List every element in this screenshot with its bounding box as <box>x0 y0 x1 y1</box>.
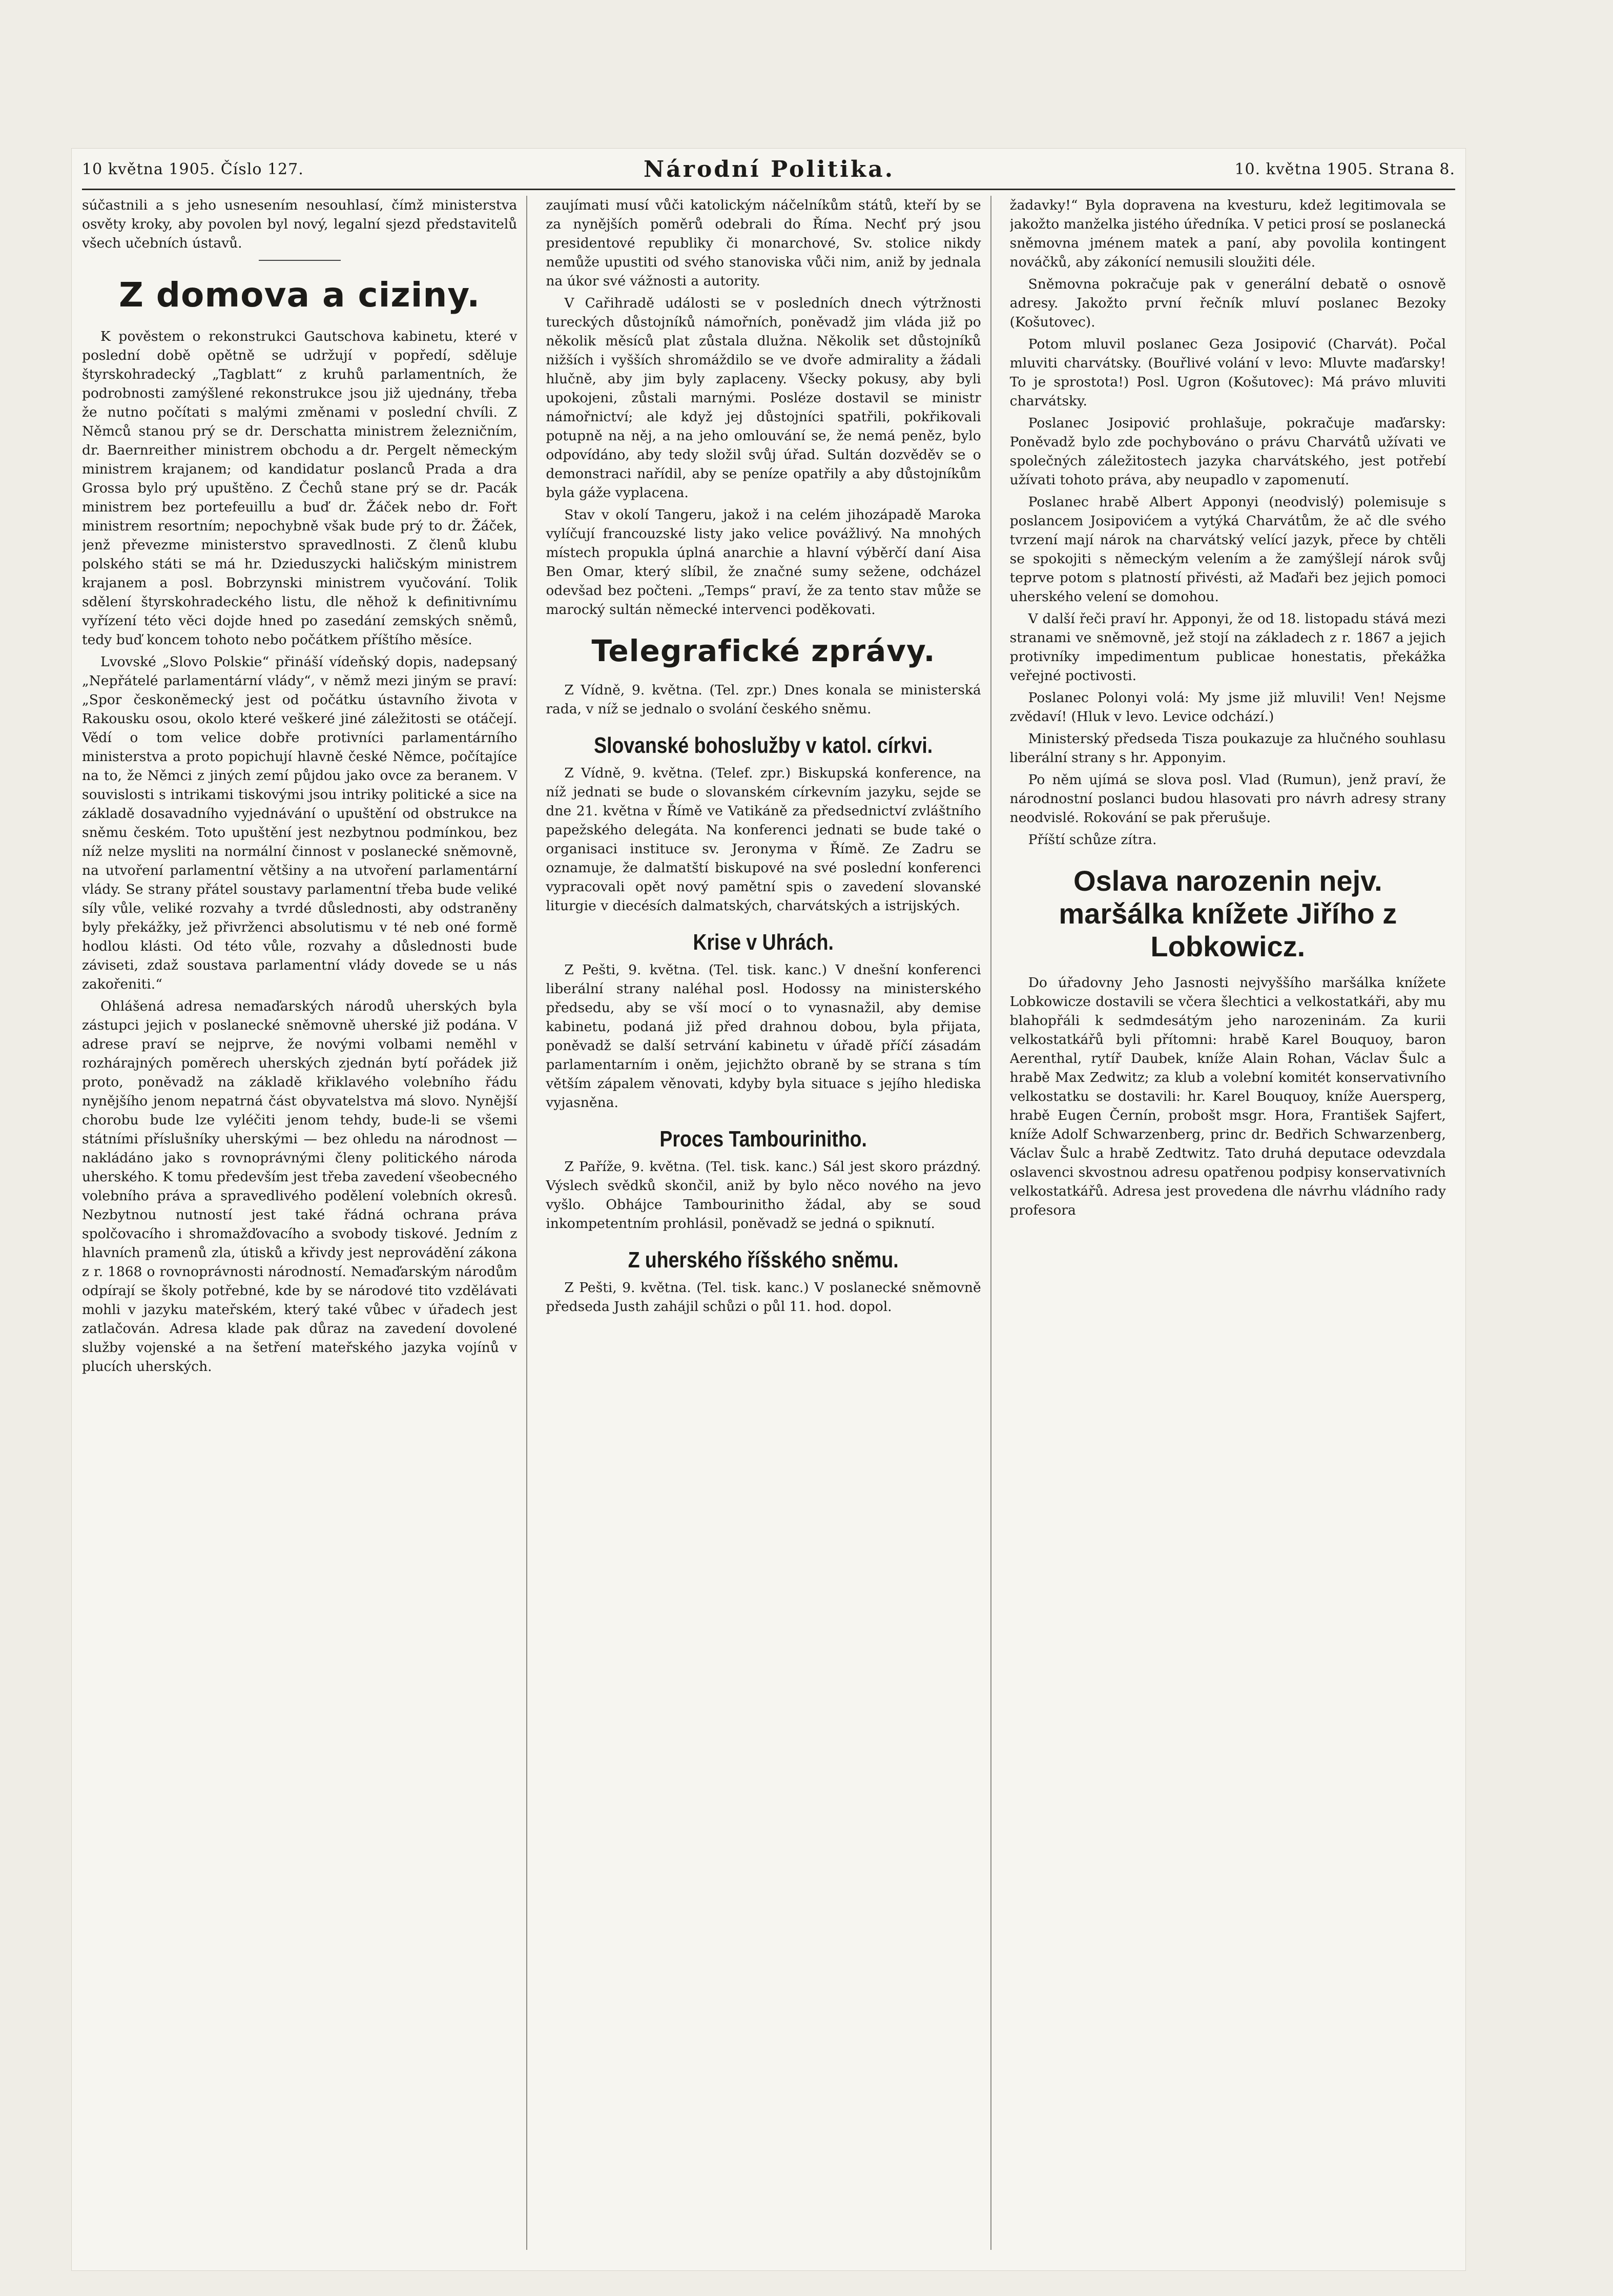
divider <box>259 260 341 261</box>
article-text: Potom mluvil poslanec Geza Josipović (Charvát). Počal mluviti charvátsky. (Bouřlivé volání v levo: Mluvte maďarsky! To je sprostota!) Posl. Ugron (Košutovec): Má právo mluviti charvátsky. <box>1009 336 1446 409</box>
article-text: Z Pešti, 9. května. (Tel. tisk. kanc.) V poslanecké sněmovně předseda Justh zahájil schůzi o půl 11. hod. dopol. <box>546 1280 981 1315</box>
article-text: Poslanec hrabě Albert Apponyi (neodvislý) polemisuje s poslancem Josipovićem a vytýká Charvátům, že ač dle svého tvrzení mají nárok na charvátský velící jazyk, přece by chtěli se spokojiti s německým velením a že zamýšlejí nárok svůj teprve potom s platností přivésti, až Maďaři bez jejich pomoci uherského velení se domohou. <box>1009 494 1446 605</box>
article-heading: Krise v Uhrách. <box>693 930 834 955</box>
article-text: Poslanec Polonyi volá: My jsme již mluvili! Ven! Nejsme zvědaví! (Hluk v levo. Levice odchází.) <box>1009 690 1446 725</box>
article-heading: Slovanské bohoslužby v katol. církvi. <box>594 733 933 758</box>
article-text: V další řeči praví hr. Apponyi, že od 18. listopadu stává mezi stranami ve sněmovně, jež stojí na základech z r. 1867 a jejich protivníky impedimentum publicae honestatis, překážka veřejné poctivosti. <box>1009 611 1446 684</box>
section-heading: Telegrafické zprávy. <box>591 633 936 668</box>
column-1 <box>82 196 527 2250</box>
article-text: Do úřadovny Jeho Jasnosti nejvyššího maršálka knížete Lobkowicze dostavili se včera šlechtici a velkostatkáři, aby mu blahopřáli k sedmdesátým jeho narozeninám. Za kurii velkostatkářů byli přítomni: hrabě Karel Bouquoy, baron Aerenthal, rytíř Daubek, kníže Alain Rohan, Václav Šulc a hrabě Max Zedwitz; za klub a volební komitét konservativního velkostatku se dostavili: hr. Karel Bouquoy, kníže Auersperg, hrabě Eugen Černín, probošt msgr. Hora, František Sajfert, kníže Adolf Schwarzenberg, princ dr. Bedřich Schwarzenberg, Václav Šulc a hrabě Zedtwitz. Tato druhá deputace odevzdala oslavenci skvostnou adresu opatřenou podpisy konservativních velkostatkářů. Adresa jest provedena dle návrhu vládního rady profesora <box>1009 975 1446 1218</box>
article-text: žadavky!“ Byla dopravena na kvesturu, kdež legitimovala se jakožto manželka jistého úředníka. V petici prosí se poslanecká sněmovna jménem matek a paní, aby povolila kontingent nováčků, aby zákonící nemusili sloužiti déle. <box>1009 197 1446 270</box>
article-text: Příští schůze zítra. <box>1028 832 1157 848</box>
page-header <box>82 154 1455 184</box>
article-text: Ohlášená adresa nemaďarských národů uherských byla zástupci jejich v poslanecké sněmovně uherské již podána. V adrese praví se nejprve, že novými volbami neměhl v rozhárajných poměrech uherských zjednán bytí pořádek již proto, poněvadž na základě křiklavého volebního řádu nynějšího jenom nepatrná část obyvatelstva má slovo. Nynější chorobu bude lze vyléčiti jenom tehdy, bude-li se všemi státními příslušníky uherskými — bez ohledu na národnost — nakládáno jako s rovnoprávnými členy politického národa uherského. K tomu především jest třeba zavedení všeobecného volebního práva a spravedlivého podělení volebních okresů. Nezbytnou nutností jest také řádná ochrana práva spolčovacího i shromažďovacího a svobody tiskové. Jedním z hlavních pramenů zla, útisků a křivdy jest neprovádění zákona z r. 1868 o rovnoprávnosti národností. Nemaďarským národům odpírají se školy potřebné, kde by se národové tito vzdělávati mohli v jazyku mateřském, který také vůbec v úřadech jest zatlačován. Adresa klade pak důraz na zavedení dovolené služby vojenské a na šetření mateřského jazyka vojínů v plucích uherských. <box>82 998 518 1375</box>
article-heading: Proces Tambourinitho. <box>659 1126 867 1152</box>
column-2 <box>546 196 991 2250</box>
article-text: Z Pešti, 9. května. (Tel. tisk. kanc.) V dnešní konferenci liberální strany naléhal posl. Hodossy na ministerského předsedu, aby se vší mocí o to vynasnažil, aby demise kabinetu, podaná již před drahnou dobou, byla přijata, poněvadž se další setrvání kabinetu v úřadě příčí zásadám parlamentarním i oněm, jejichžto obraně by se strana s tím větším zápalem věnovati, kdyby byla situace s jejího hlediska vyjasněna. <box>546 962 981 1111</box>
section-heading: Z domova a ciziny. <box>118 275 481 315</box>
newspaper-page <box>72 149 1465 2270</box>
article-text: Ministerský předseda Tisza poukazuje za hlučného souhlasu liberální strany s hr. Apponyim. <box>1009 731 1446 766</box>
header-date-left: 10 května 1905. Číslo 127. <box>82 160 304 178</box>
header-rule <box>82 189 1455 190</box>
column-3 <box>1010 196 1455 2250</box>
article-text: Stav v okolí Tangeru, jakož i na celém jihozápadě Maroka vylíčují francouzské listy jako velice povážlivý. Na mnohých místech propukla úplná anarchie a hlavní výběrčí daní Aisa Ben Omar, který slíbil, že značné sumy sežene, odcházel odevšad bez počteni. „Temps“ praví, že za tento stav může se marocký sultán německé intervenci poděkovati. <box>546 507 981 618</box>
article-text: K pověstem o rekonstrukci Gautschova kabinetu, které v poslední době opětně se udržují v popředí, sděluje štyrskohradecký „Tagblatt“ z kruhů parlamentních, že podrobnosti zamýšlené rekonstrukce jsou již ujednány, třeba že nutno počítati s malými změnami v poslední chvíli. Z Němců stanou prý se dr. Derschatta ministrem železničním, dr. Baernreither ministrem obchodu a dr. Pergelt německým ministrem krajanem; od kandidatur poslanců Prada a dra Grossa bylo prý upuštěno. Z Čechů stane prý se dr. Pacák ministrem bez portefeuillu a buď dr. Žáček nebo dr. Fořt ministrem resortním; nepochybně však bude prý to dr. Žáček, jenž převezme ministerstvo spravedlnosti. Z členů klubu polského státi se má hr. Dzieduszycki haličským ministrem krajanem a posl. Bobrzynski ministrem vyučování. Tolik sdělení štyrskohradeckého listu, dle něhož k definitivnímu vyřízení této věci dojde hned po zasedání zemských sněmů, tedy buď koncem tohoto nebo počátkem příštího měsíce. <box>82 329 518 648</box>
article-heading: Oslava narozenin nejv. maršálka knížete Jiřího z Lobkowicz. <box>1059 865 1397 962</box>
article-text: Lvovské „Slovo Polskie“ přináší vídeňský dopis, nadepsaný „Nepřátelé parlamentární vlády“, v němž mezi jiným se praví: „Spor českoněmecký jest od počátku ústavního života v Rakousku osou, okolo které veškeré jiné záležitosti se otáčejí. Vědí o tom velice dobře protivníci parlamentárního ministerstva a proto popichují hlavně české Němce, počítajíce na to, že Němci z jiných zemí půjdou jako ovce za beranem. V souvislosti s intrikami tiskovými jsou intriky politické a sice na základě dosavadního vyjednávání o upuštění od obstrukce na sněmu českém. Toto upuštění jest nezbytnou podmínkou, bez níž nelze mysliti na normální činnost v poslanecké sněmovně, na utvoření parlamentní většiny a na utvoření parlamentární vlády. Se strany přátel soustavy parlamentní třeba bude veliké síly vůle, veliké rozvahy a tvrdé důslednosti, aby odstraněny byly překážky, jež přivrženci absolutismu v té neb oné formě hodlou klásti. Od této vůle, rozvahy a důslednosti bude záviseti, zdaž soustava parlamentní vlády dovede se u nás zakořeniti.“ <box>82 654 518 992</box>
article-text: V Cařihradě události se v posledních dnech výtržnosti tureckých důstojníků námořních, poněvadž jim vláda již po několik měsíců plat zůstala dlužna. Několik set důstojníků nižších i vyšších shromáždilo se ve dvoře admirality a žádali hlučně, aby jim byly zaplaceny. Všecky pokusy, aby byli upokojeni, zůstali marnými. Posléze dostavil se ministr námořnictví; ale když jej důstojníci spatřili, pokřikovali potupně na něj, a na jeho omlouvání se, že nemá peněz, bylo odpovídáno, aby tedy složil svůj úřad. Sultán dozvěděv se o demonstraci nařídil, aby se peníze opatřily a aby důstojníkům byla gáže vyplacena. <box>546 295 981 501</box>
masthead: Národní Politika. <box>644 156 895 182</box>
article-text: Z Paříže, 9. května. (Tel. tisk. kanc.) Sál jest skoro prázdný. Výslech svědků skončil, aniž by bylo něco nového na jevo vyšlo. Obhájce Tambourinitho žádal, aby se soud inkompetentním prohlásil, poněvadž se jedná o spiknutí. <box>546 1159 981 1232</box>
article-text: Z Vídně, 9. května. (Tel. zpr.) Dnes konala se ministerská rada, v níž se jednalo o svolání českého sněmu. <box>546 682 981 717</box>
article-text: súčastnili a s jeho usnesením nesouhlasí, čímž ministerstva osvěty kroky, aby povolen byl nový, legalní sjezd představitelů všech učebních ústavů. <box>82 197 518 251</box>
article-text: Z Vídně, 9. května. (Telef. zpr.) Biskupská konference, na níž jednati se bude o slovanském církevním jazyku, sejde se dne 21. května v Římě ve Vatikáně za předsednictví zvláštního papežského delegáta. Na konferenci jednati se bude také o organisaci instituce sv. Jeronyma v Římě. Ze Zadru se oznamuje, že dalmatští biskupové na své poslední konferenci vypracovali opět nový pamětní spis o zavedení slovanské liturgie v diecésích dalmatských, charvátských a istrijských. <box>546 765 981 914</box>
article-text: zaujímati musí vůči katolickým náčelníkům států, kteří by se za nynějších poměrů odebrali do Říma. Nechť prý jsou presidentové republiky či monarchové, Sv. stolice nikdy nemůže upustiti od svého stanoviska vůči nim, aniž by jednala na úkor své vážnosti a autority. <box>546 197 981 289</box>
columns <box>82 196 1455 2250</box>
article-heading: Z uherského říšského sněmu. <box>628 1247 899 1273</box>
header-date-right: 10. května 1905. Strana 8. <box>1234 160 1455 178</box>
article-text: Sněmovna pokračuje pak v generální debatě o osnově adresy. Jakožto první řečník mluví poslanec Bezoky (Košutovec). <box>1009 276 1446 330</box>
article-text: Po něm ujímá se slova posl. Vlad (Rumun), jenž praví, že národnostní poslanci budou hlasovati pro návrh adresy strany neodvislé. Rokování se pak přerušuje. <box>1009 772 1446 826</box>
article-text: Poslanec Josipović prohlašuje, pokračuje maďarsky: Poněvadž bylo zde pochybováno o právu Charvátů užívati ve společných záležitostech jazyka charvátského, jest potřebí užívati tohoto práva, aby neupadlo v zapomenutí. <box>1009 415 1446 488</box>
